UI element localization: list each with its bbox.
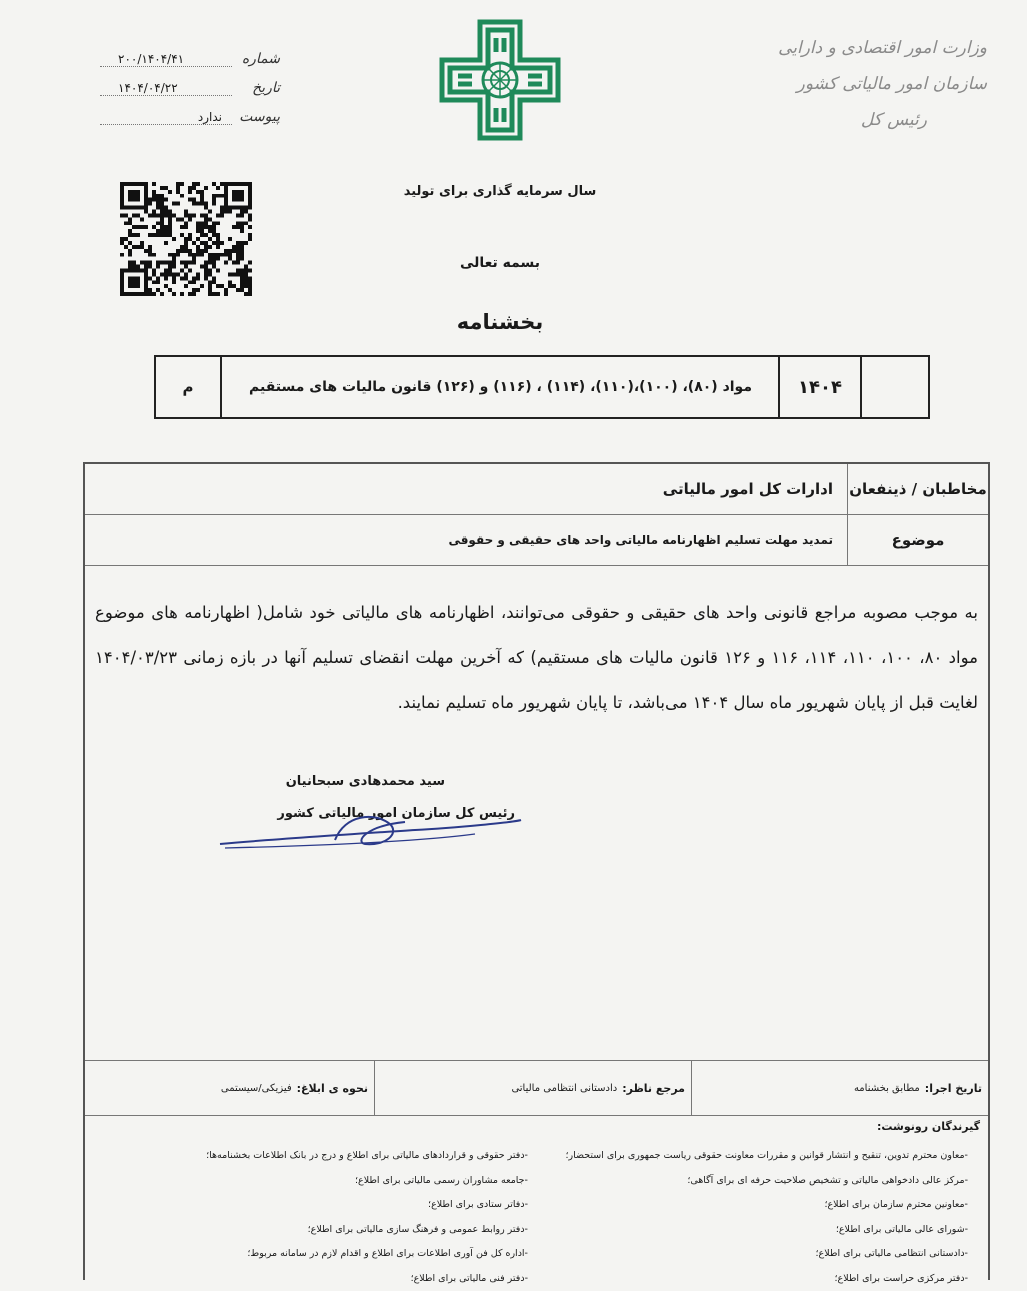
cc-item: -دفتر مرکزی حراست برای اطلاع؛	[538, 1267, 968, 1291]
cc-item: -مرکز عالی دادخواهی مالیاتی و تشخیص صلاحیت حرفه ای برای آگاهی؛	[538, 1169, 968, 1194]
bismillah: بسمه تعالی	[380, 255, 620, 271]
signatory-title: رئیس کل سازمان امور مالیاتی کشور	[215, 798, 515, 830]
circular-year: ۱۴۰۴	[778, 357, 860, 417]
handwritten-signature	[215, 794, 525, 864]
year-slogan: سال سرمایه گذاری برای تولید	[380, 184, 620, 199]
circular-text: به موجب مصوبه مراجع قانونی واحد های حقیقی و حقوقی می‌توانند، اظهارنامه های مالیاتی خود شامل( اظهارنامه های موضوع مواد ۸۰، ۱۰۰، ۱۱۰، ۱۱۴، ۱۱۶ و ۱۲۶ قانون مالیات های مستقیم) که آخرین مهلت انقضای تسلیم آنها در بازه زمانی ۱۴۰۴/۰۳/۲۳ لغایت قبل از پایان شهریور ماه سال ۱۴۰۴ می‌باشد، تا پایان شهریور ماه تسلیم نمایند.	[95, 590, 978, 725]
supervisor-value: دادستانی انتظامی مالیاتی	[511, 1083, 617, 1094]
ministry-header	[767, 30, 987, 138]
meta-label: پیوست	[240, 109, 280, 125]
cc-item: -اداره کل فن آوری اطلاعات برای اطلاع و اقدام لازم در سامانه مربوط؛	[88, 1242, 528, 1267]
document-meta	[100, 38, 280, 125]
circular-subject: مواد (۸۰)، (۱۰۰)،(۱۱۰)، (۱۱۴) ، (۱۱۶) و (۱۲۶) قانون مالیات های مستقیم	[220, 357, 778, 417]
subject-label: موضوع	[847, 515, 988, 565]
supervisor-cell	[374, 1061, 691, 1115]
circular-blank-cell	[860, 357, 928, 417]
ministry-line: سازمان امور مالیاتی کشور	[767, 66, 987, 102]
qr-code	[120, 182, 252, 296]
cc-title: گیرندگان رونوشت:	[877, 1120, 980, 1133]
meta-label: شماره	[240, 51, 280, 67]
supervisor-label: مرجع ناظر:	[622, 1082, 685, 1095]
signatory-name: سید محمدهادی سبحانیان	[215, 766, 515, 798]
exec-date-cell	[691, 1061, 988, 1115]
subject-row	[85, 515, 988, 566]
meta-value: ندارد	[100, 110, 232, 125]
exec-date-value: مطابق بخشنامه	[854, 1083, 920, 1094]
meta-number-row	[100, 38, 280, 67]
circular-info-table	[154, 355, 930, 419]
cc-right-column	[538, 1144, 968, 1291]
meta-attachment-row	[100, 96, 280, 125]
meta-date-row	[100, 67, 280, 96]
cc-left-column	[88, 1144, 528, 1291]
cc-item: -جامعه مشاوران رسمی مالیاتی برای اطلاع؛	[88, 1169, 528, 1194]
cc-item: -دفتر فنی مالیاتی برای اطلاع؛	[88, 1267, 528, 1291]
footer-info-row	[85, 1060, 988, 1116]
cc-item: -معاونین محترم سازمان برای اطلاع؛	[538, 1193, 968, 1218]
exec-date-label: تاریخ اجرا:	[925, 1082, 982, 1095]
cc-item: -دفتر حقوقی و قراردادهای مالیاتی برای اطلاع و درج در بانک اطلاعات بخشنامه‌ها؛	[88, 1144, 528, 1169]
cc-item: -دادستانی انتظامی مالیاتی برای اطلاع؛	[538, 1242, 968, 1267]
ministry-line: رئیس کل	[767, 102, 987, 138]
subject-value: تمدید مهلت تسلیم اظهارنامه مالیاتی واحد های حقیقی و حقوقی	[85, 515, 847, 565]
document-title: بخشنامه	[380, 310, 620, 334]
addressees-row	[85, 464, 988, 515]
notification-value: فیزیکی/سیستمی	[221, 1083, 292, 1094]
cc-item: -دفتر روابط عمومی و فرهنگ سازی مالیاتی برای اطلاع؛	[88, 1218, 528, 1243]
meta-value: ۲۰۰/۱۴۰۴/۴۱	[100, 52, 232, 67]
addressees-value: ادارات کل امور مالیاتی	[85, 464, 847, 514]
meta-label: تاریخ	[240, 80, 280, 96]
cc-item: -دفاتر ستادی برای اطلاع؛	[88, 1193, 528, 1218]
meta-value: ۱۴۰۴/۰۴/۲۲	[100, 81, 232, 96]
notification-label: نحوه ی ابلاغ:	[297, 1082, 368, 1095]
circular-code: م	[156, 357, 220, 417]
addressees-label: مخاطبان / ذینفعان	[847, 464, 988, 514]
tax-organization-logo	[438, 18, 562, 142]
cc-item: -شورای عالی مالیاتی برای اطلاع؛	[538, 1218, 968, 1243]
notification-cell	[85, 1061, 374, 1115]
ministry-line: وزارت امور اقتصادی و دارایی	[767, 30, 987, 66]
circular-body-box	[83, 462, 990, 1280]
cc-item: -معاون محترم تدوین، تنقیح و انتشار قوانین و مقررات معاونت حقوقی ریاست جمهوری برای استحضار؛	[538, 1144, 968, 1169]
